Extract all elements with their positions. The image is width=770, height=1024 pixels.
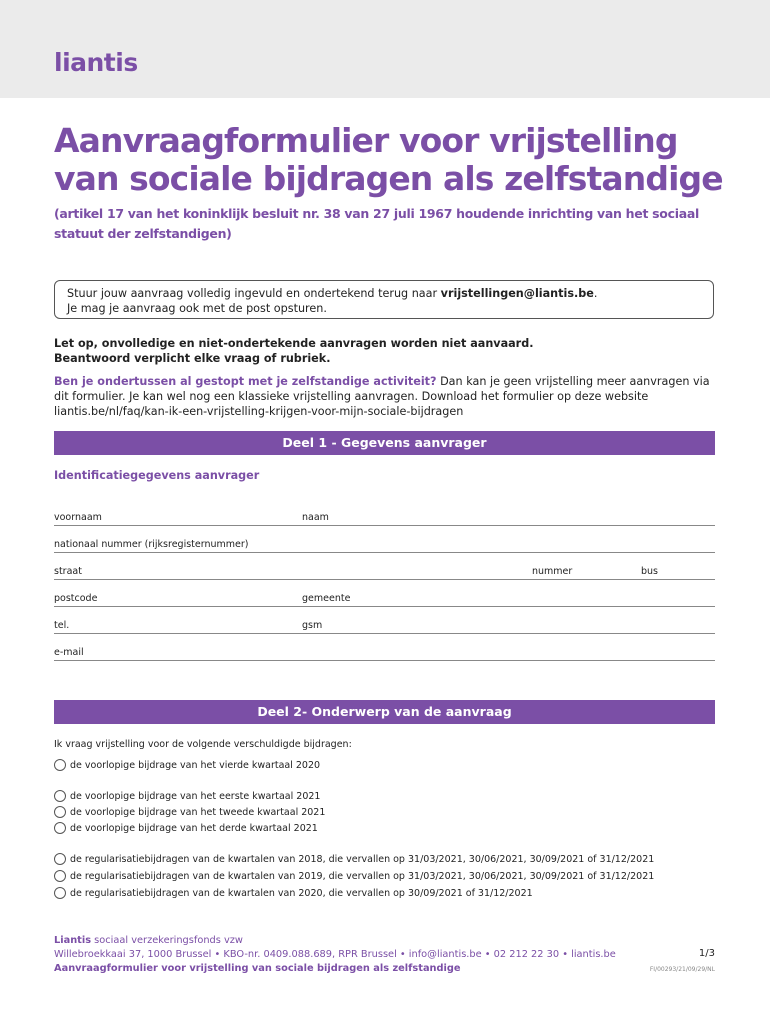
row-phone[interactable] [54, 620, 715, 634]
footer-brand-rest: sociaal verzekeringsfonds vzw [91, 935, 243, 946]
notice-email-link[interactable]: vrijstellingen@liantis.be [440, 287, 594, 300]
notice-prefix: Stuur jouw aanvraag volledig ingevuld en ondertekend terug naar [67, 287, 441, 300]
header-bar [0, 0, 770, 98]
bus-label: bus [641, 566, 659, 577]
row-address[interactable] [54, 566, 715, 580]
naam-label: naam [302, 512, 329, 523]
radio-circle-icon[interactable] [54, 822, 66, 834]
nummer-label: nummer [532, 566, 573, 577]
radio-circle-icon[interactable] [54, 887, 66, 899]
row-national-number[interactable] [54, 539, 715, 553]
radio-circle-icon[interactable] [54, 790, 66, 802]
warning-line-2: Beantwoord verplicht elke vraag of rubriek. [54, 351, 331, 365]
radio-circle-icon[interactable] [54, 870, 66, 882]
radio-circle-icon[interactable] [54, 759, 66, 771]
document-reference: FI/00293/21/09/29/NL [649, 966, 715, 973]
option-label: de regularisatiebijdragen van de kwartalen van 2019, die vervallen op 31/03/2021, 30/06/2021, 30/09/2021 of 31/12/2021 [70, 870, 655, 882]
tel-label: tel. [54, 620, 70, 631]
rijksregister-label: nationaal nummer (rijksregisternummer) [54, 539, 249, 550]
gsm-label: gsm [302, 620, 323, 631]
section-1-header: Deel 1 - Gegevens aanvrager [54, 431, 715, 455]
warning-line-1: Let op, onvolledige en niet-ondertekende aanvragen worden niet aanvaard. [54, 337, 534, 350]
voornaam-label: voornaam [54, 512, 102, 523]
option-q2-2021[interactable] [54, 806, 325, 818]
page-number: 1/3 [698, 948, 715, 959]
option-label: de regularisatiebijdragen van de kwartalen van 2020, die vervallen op 30/09/2021 of 31/12/2021 [70, 887, 533, 899]
footer-address: Willebroekkaai 37, 1000 Brussel • KBO-nr. 0409.088.689, RPR Brussel • info@liantis.be • 02 212 22 30 • liantis.be [54, 949, 616, 960]
option-q3-2021[interactable] [54, 822, 318, 834]
option-q1-2021[interactable] [54, 790, 320, 802]
notice-suffix: . [593, 287, 598, 300]
row-name[interactable] [54, 512, 715, 526]
footer-doc-title: Aanvraagformulier voor vrijstelling van sociale bijdragen als zelfstandige [54, 963, 461, 974]
footer-brand: Liantis [54, 935, 92, 946]
footer [54, 934, 715, 976]
option-label: de regularisatiebijdragen van de kwartalen van 2018, die vervallen op 31/03/2021, 30/06/2021, 30/09/2021 of 31/12/2021 [70, 853, 655, 865]
form-title: Aanvraagformulier voor vrijstelling van sociale bijdragen als zelfstandige [54, 121, 723, 198]
notice-post: Je mag je aanvraag ook met de post opsturen. [67, 302, 327, 315]
stopped-question: Ben je ondertussen al gestopt met je zelfstandige activiteit? [54, 375, 437, 388]
stopped-activity-info [54, 374, 724, 419]
option-label: de voorlopige bijdrage van het vierde kwartaal 2020 [70, 759, 321, 771]
radio-circle-icon[interactable] [54, 853, 66, 865]
option-regularisation-2020[interactable] [54, 887, 533, 899]
postcode-label: postcode [54, 593, 98, 604]
radio-circle-icon[interactable] [54, 806, 66, 818]
row-email[interactable] [54, 647, 715, 661]
submission-notice [54, 280, 714, 319]
option-regularisation-2018[interactable] [54, 853, 654, 865]
email-label: e-mail [54, 647, 84, 658]
stopped-text: Dan kan je geen vrijstelling meer aanvragen via dit formulier. Je kan wel nog een klassieke vrijstelling aanvragen. Download het formulier op deze website liantis.be/nl/faq/kan-ik-een-vrijstelling-krijgen-voor-mijn-sociale-bijdragen [54, 375, 710, 418]
identification-subhead: Identificatiegegevens aanvrager [54, 469, 260, 482]
section-2-header: Deel 2- Onderwerp van de aanvraag [54, 700, 715, 724]
option-label: de voorlopige bijdrage van het tweede kwartaal 2021 [70, 806, 326, 818]
straat-label: straat [54, 566, 82, 577]
warning-text [54, 337, 724, 366]
option-q4-2020[interactable] [54, 759, 320, 771]
form-subtitle: (artikel 17 van het koninklijk besluit nr. 38 van 27 juli 1967 houdende inrichting van het sociaal statuut der zelfstandigen) [54, 206, 699, 241]
gemeente-label: gemeente [302, 593, 351, 604]
option-label: de voorlopige bijdrage van het derde kwartaal 2021 [70, 822, 318, 834]
option-regularisation-2019[interactable] [54, 870, 654, 882]
option-label: de voorlopige bijdrage van het eerste kwartaal 2021 [70, 790, 321, 802]
liantis-logo: liantis [54, 48, 138, 77]
section-2-intro: Ik vraag vrijstelling voor de volgende verschuldigde bijdragen: [54, 739, 352, 750]
row-city[interactable] [54, 593, 715, 607]
